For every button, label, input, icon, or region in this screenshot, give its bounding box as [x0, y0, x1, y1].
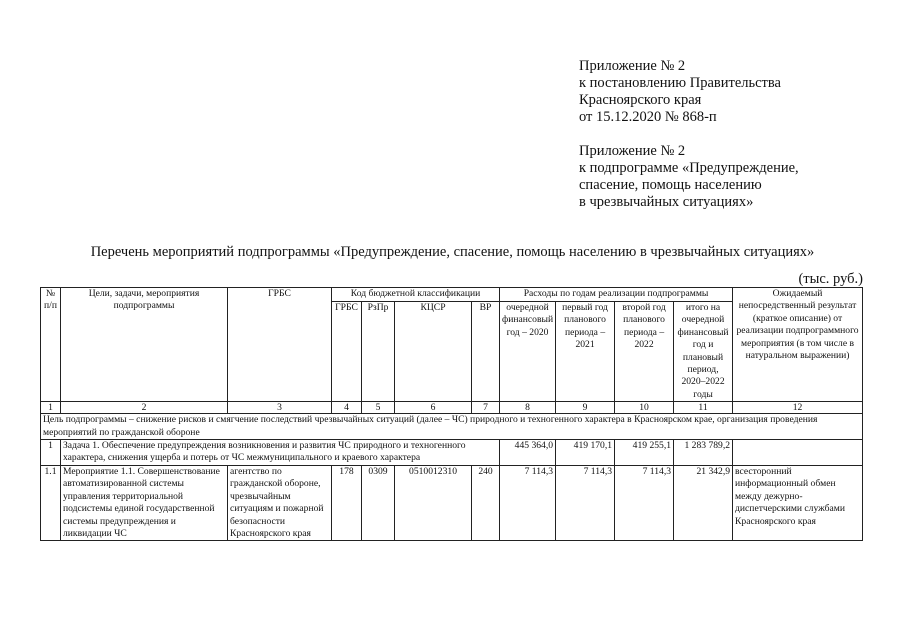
- measure-vr: 240: [472, 465, 500, 540]
- column-number: 12: [733, 402, 863, 414]
- header-goals: Цели, задачи, мероприятия подпрограммы: [61, 288, 228, 402]
- header-grbs: ГРБС: [228, 288, 332, 402]
- header-result: Ожидаемый непосредственный результат (краткое описание) от реализации подпрограммного мероприятия (в том числе в натуральном выражении): [733, 288, 863, 402]
- measure-num: 1.1: [41, 465, 61, 540]
- measure-2021: 7 114,3: [556, 465, 615, 540]
- header-num: № п/п: [41, 288, 61, 402]
- task-row: [41, 440, 863, 466]
- column-number: 3: [228, 402, 332, 414]
- header-2020: очередной финансовый год – 2020: [500, 302, 556, 402]
- header-2021: первый год планового периода – 2021: [556, 302, 615, 402]
- column-number-row: [41, 402, 863, 414]
- column-number: 6: [395, 402, 472, 414]
- column-number: 1: [41, 402, 61, 414]
- measure-total: 21 342,9: [674, 465, 733, 540]
- task-2021: 419 170,1: [556, 440, 615, 466]
- units-label: (тыс. руб.): [798, 271, 863, 287]
- appendix-line: спасение, помощь населению: [579, 177, 762, 193]
- goal-row: [41, 414, 863, 440]
- task-2022: 419 255,1: [615, 440, 674, 466]
- task-total: 1 283 789,2: [674, 440, 733, 466]
- measure-grbs-code: 178: [332, 465, 362, 540]
- header-expenses: Расходы по годам реализации подпрограммы: [500, 288, 733, 302]
- column-number: 10: [615, 402, 674, 414]
- measure-row: [41, 465, 863, 540]
- measure-2020: 7 114,3: [500, 465, 556, 540]
- header-kcsr: КЦСР: [395, 302, 472, 402]
- appendix-line: Приложение № 2: [579, 143, 686, 159]
- measure-rzpr: 0309: [362, 465, 395, 540]
- appendix-line: от 15.12.2020 № 868-п: [579, 109, 717, 125]
- task-2020: 445 364,0: [500, 440, 556, 466]
- document-title: Перечень мероприятий подпрограммы «Предупреждение, спасение, помощь населению в чрезвычайных ситуациях»: [90, 244, 815, 260]
- measure-text: Мероприятие 1.1. Совершенствование автоматизированной системы управления территориальной подсистемы единой государственной системы предупреждения и ликвидации ЧС: [61, 465, 228, 540]
- header-budget-code: Код бюджетной классификации: [332, 288, 500, 302]
- header-total: итого на очередной финансовый год и плановый период, 2020–2022 годы: [674, 302, 733, 402]
- column-number: 9: [556, 402, 615, 414]
- header-2022: второй год планового периода – 2022: [615, 302, 674, 402]
- header-vr: ВР: [472, 302, 500, 402]
- appendix-line: в чрезвычайных ситуациях»: [579, 194, 754, 210]
- column-number: 4: [332, 402, 362, 414]
- appendix-line: к постановлению Правительства: [579, 75, 781, 91]
- measure-kcsr: 0510012310: [395, 465, 472, 540]
- appendix-block-subprogram: [579, 143, 799, 211]
- measures-table: [40, 287, 863, 541]
- header-rzpr: РзПр: [362, 302, 395, 402]
- header-row: [41, 288, 863, 302]
- appendix-line: Красноярского края: [579, 92, 702, 108]
- task-text: Задача 1. Обеспечение предупреждения возникновения и развития ЧС природного и техногенного характера, снижения ущерба и потерь от ЧС межмуниципального и краевого характера: [61, 440, 500, 466]
- appendix-block-decree: [579, 58, 781, 126]
- column-number: 11: [674, 402, 733, 414]
- measure-result: всесторонний информационный обмен между дежурно-диспетчерскими службами Красноярского края: [733, 465, 863, 540]
- measure-2022: 7 114,3: [615, 465, 674, 540]
- task-result: [733, 440, 863, 466]
- column-number: 7: [472, 402, 500, 414]
- goal-text: Цель подпрограммы – снижение рисков и смягчение последствий чрезвычайных ситуаций (далее – ЧС) природного и техногенного характера в Красноярском крае, организация проведения мероприятий по гражданской обороне: [41, 414, 863, 440]
- appendix-line: Приложение № 2: [579, 58, 686, 74]
- appendix-line: к подпрограмме «Предупреждение,: [579, 160, 799, 176]
- measure-grbs: агентство по гражданской обороне, чрезвычайным ситуациям и пожарной безопасности Красноярского края: [228, 465, 332, 540]
- column-number: 2: [61, 402, 228, 414]
- column-number: 8: [500, 402, 556, 414]
- task-num: 1: [41, 440, 61, 466]
- header-grbs-code: ГРБС: [332, 302, 362, 402]
- column-number: 5: [362, 402, 395, 414]
